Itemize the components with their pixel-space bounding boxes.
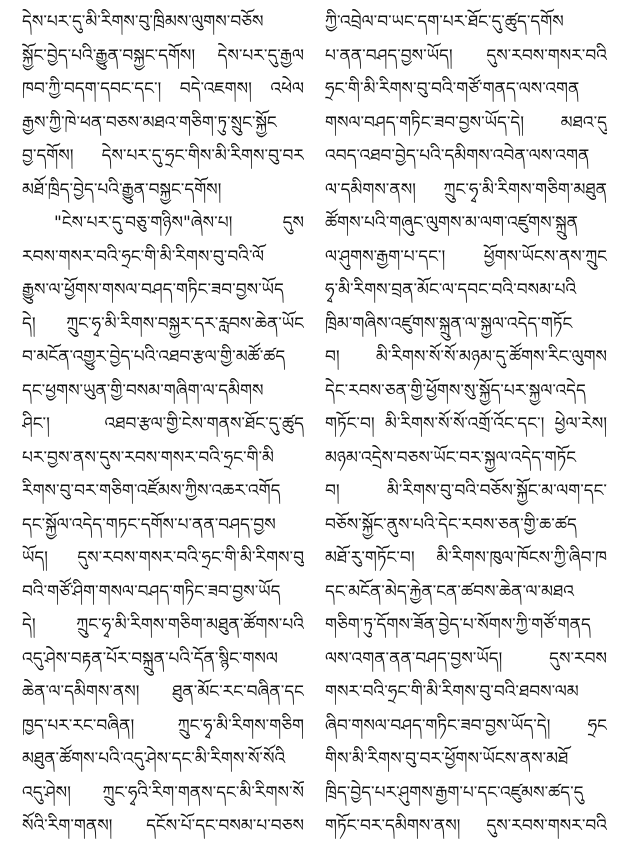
text-line: དེ། ཀྲུང་ཧྭ་མི་རིགས་བསྐྱར་དར་རླབས་ཆེན་ཡོང [22, 313, 304, 334]
text-line: ལ་ཤུགས་རྒྱག་པ་དང་། ཕྱོགས་ཡོངས་ནས་ཀྲུང [325, 246, 607, 267]
text-line: ལ་དམིགས་ནས། ཀྲུང་ཧྭ་མི་རིགས་གཅིག་མཐུན [325, 179, 607, 200]
text-line: སོའི་རིག་གནས། དངོས་པོ་དང་བསམ་པ་བཅས [22, 816, 304, 836]
text-line: ཤིང་། འཐབ་རྩལ་གྱི་ངེས་གནས་ཐོང་དུ་ཚུད [22, 414, 304, 434]
text-line: མཐུན་ཚོགས་པའི་འདུ་ཤེས་དང་མི་རིགས་སོ་སོའི [22, 749, 286, 769]
text-line: ཡོད། དུས་རབས་གསར་བའི་ཧྲང་གི་མི་རིགས་བུ [22, 548, 304, 568]
text-line: པར་བྱས་ནས་དུས་རབས་གསར་བའི་ཧྲང་གི་མི [22, 447, 274, 468]
text-line: ཀྱི་འབྲེལ་བ་ཡང་དག་པར་ཐོང་དུ་ཚུད་དགོས [325, 12, 564, 32]
text-line: མཐོ་ཁྲིད་བྱེད་པའི་རྒྱུན་བསྐྱང་དགོས། [22, 179, 222, 200]
text-line: ཁྲིམ་གཞིས་འཛུགས་སྐྲུན་ལ་སྐྱལ་འདེད་གཏོང [325, 313, 573, 334]
text-line: ཧྭ་མི་རིགས་བྲན་མོང་ལ་དབང་བའི་བསམ་པའི [325, 280, 577, 300]
text-line: བ། མི་རིགས་བུ་བའི་བཅོས་སྐྱོང་མ་ལག་དང་ [325, 481, 607, 501]
text-line: ཁྱད་པར་རང་བཞིན། ཀྲུང་ཧྭ་མི་རིགས་གཅིག [22, 715, 304, 736]
text-line: རྒྱས་ཀྱི་ཁེ་ཕན་བཅས་མཐའ་གཅིག་ཏུ་སྲུང་སྐྱོང [22, 112, 277, 133]
text-line: གསལ་བཤད་གཏིང་ཟབ་བྱས་ཡོད་དེ། མཐའ་དུ [325, 112, 607, 133]
text-line: ཁྲིད་བྱེད་པར་ཤུགས་རྒྱག་པ་དང་འཛུམས་ཚད་དུ [325, 782, 584, 803]
paragraph-start-line: "ངེས་པར་དུ་བཅུ་གཉིས"ཞེས་པ། དུས [54, 213, 304, 233]
text-line: ཚོགས་པའི་གཞུང་ལུགས་མ་ལག་འཛུགས་སྐྲུན [325, 213, 578, 233]
text-line: བའི་གཙོ་ཤིག་གསལ་བཤད་གཏིང་ཟབ་བྱས་ཡོད [22, 581, 281, 602]
text-line: རབས་གསར་བའི་ཧྲང་གི་མི་རིགས་བུ་བའི་ལོ [22, 246, 265, 267]
text-line: ཆེན་ལ་དམིགས་ནས། ཐུན་མོང་རང་བཞིན་དང [22, 682, 304, 702]
text-line: པ་ནན་བཤད་བྱས་ཡོད། དུས་རབས་གསར་བའི [325, 45, 607, 66]
text-line: མཉམ་འདྲེས་བཅས་ཡོང་བར་སྐྱལ་འདེད་གཏོང [325, 447, 577, 468]
text-line: དེང་རབས་ཅན་གྱི་ཕྱོགས་སུ་སྐྱོད་པར་སྐྱལ་འདེད [325, 380, 586, 401]
text-line: ལས་འགན་ནན་བཤད་བྱས་ཡོད། དུས་རབས [325, 648, 607, 669]
text-line: སྐྱོང་བྱེད་པའི་རྒྱུན་བསྐྱང་དགོས། དེས་པར་དུ་རྒྱལ [22, 45, 304, 66]
text-line: བ། མི་རིགས་སོ་སོ་མཉམ་དུ་ཚོགས་རིང་ལུགས [325, 347, 607, 367]
text-line: ཁབ་ཀྱི་བདག་དབང་དང་། བདེ་འཇགས། འཕེལ [22, 79, 304, 99]
text-line: དེ། ཀྲུང་ཧྭ་མི་རིགས་གཅིག་མཐུན་ཚོགས་པའི [22, 615, 304, 635]
text-line: དེས་པར་དུ་མི་རིགས་བུ་ཁྲིམས་ལུགས་བཅོས [22, 12, 264, 32]
text-line: འདུ་ཤེས། ཀྲུང་ཧྭའི་རིག་གནས་དང་མི་རིགས་སོ [22, 782, 304, 803]
text-line: གཅིག་ཏུ་དོགས་ཟོན་བྱེད་པ་སོགས་ཀྱི་གཙོ་གནད [325, 615, 591, 635]
text-line: དང་སྐྱོལ་འདེད་གཏང་དགོས་པ་ནན་བཤད་བྱས [22, 514, 276, 535]
left-text-column [22, 6, 304, 844]
right-text-column [325, 6, 607, 844]
text-line: བཅོས་སྐྱོང་ནུས་པའི་དེང་རབས་ཅན་གྱི་ཆ་ཚད [325, 514, 577, 535]
text-line: དང་ཕྱགས་ཡུན་གྱི་བསམ་གཞིག་ལ་དམིགས [22, 380, 264, 401]
text-line: རིགས་བུ་བར་གཅིག་འཛོམས་ཀྱིས་འཆར་འགོད [22, 481, 281, 501]
text-line: ཞིབ་གསལ་བཤད་གཏིང་ཟབ་བྱས་ཡོད་དེ། ཧྲང [325, 715, 607, 736]
text-line: མཐོ་རུ་གཏོང་བ། མི་རིགས་ཁུལ་ཁོངས་ཀྱི་ཞིབ་ཁ [325, 548, 607, 568]
text-line: གཏོང་བར་དམིགས་ནས། དུས་རབས་གསར་བའི [325, 816, 607, 836]
text-line: དང་མངོན་མེད་རྐྱེན་ངན་ཚབས་ཆེན་ལ་མཐའ [325, 581, 574, 602]
text-line: བྱ་དགོས། དེས་པར་དུ་ཧྲང་གིས་མི་རིགས་བུ་བར [22, 146, 304, 166]
text-line: རྒྱུས་ལ་ཕྱོགས་གསལ་བཤད་གཏིང་ཟབ་བྱས་ཡོད [22, 280, 284, 300]
text-line: ཧྲང་གི་མི་རིགས་བུ་བའི་གཙོ་གནད་ལས་འགན [325, 79, 580, 99]
text-line: གཏོང་བ། མི་རིགས་སོ་སོ་འགྲོ་འོང་དང་། ཕྱེལ་རེས། [325, 414, 607, 434]
text-line: བ་མངོན་འགྱུར་བྱེད་པའི་འཐབ་རྩལ་གྱི་མཚོ་ཚད [22, 347, 286, 367]
text-line: འདུ་ཤེས་བརྟན་པོར་བསྐྲུན་པའི་དོན་སྙིང་གསལ [22, 648, 278, 669]
text-line: གིས་མི་རིགས་བུ་བར་ཕྱོགས་ཡོངས་ནས་མཐོ [325, 749, 569, 769]
text-line: གསར་བའི་ཧྲང་གི་མི་རིགས་བུ་བའི་ཐབས་ལམ [325, 682, 579, 702]
text-line: འབད་འཐབ་བྱེད་པའི་དམིགས་འབེན་ལས་འགན [325, 146, 590, 166]
